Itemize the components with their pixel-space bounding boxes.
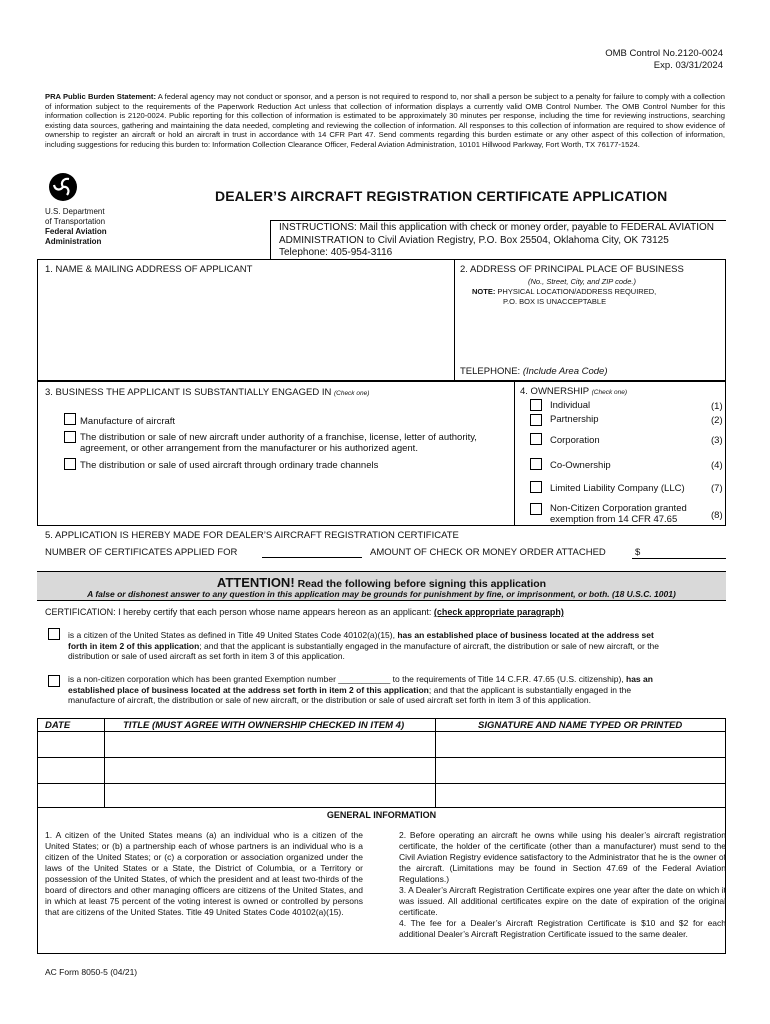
signature-cell-2[interactable] (436, 758, 725, 783)
general-info-heading: GENERAL INFORMATION (326, 810, 437, 820)
ownership-individual-code: (1) (711, 401, 723, 412)
pra-label: PRA Public Burden Statement: (45, 92, 156, 101)
attention-word: ATTENTION! (216, 575, 295, 590)
checkbox-non-citizen-corporation[interactable] (530, 503, 542, 515)
num-certs-field[interactable] (262, 557, 362, 558)
general-info-left: 1. A citizen of the United States means (a) an individual who is a citizen of the United States; or (b) a partnership each of whose partners is an individual who is a citizen of the United States; or (c) a corporation or association organized under the laws of the United States or a State, the District of Columbia, or a Territory or possession of the United States, of which the president and at least two-thirds of the board of directors and other managing officers are citizens of the United States, and in which at least 75 percent of the voting interest is owned or controlled by persons that are citizens of the United States. Title 49 United States Code 40102(a)(15). (45, 830, 363, 917)
checkbox-citizen-cert[interactable] (48, 628, 60, 640)
cert1-d: ; and that the applicant is substantially engaged in the manufacture of aircraft, the distribution or sale of new aircraft, or the (199, 640, 660, 651)
section2-note (472, 287, 656, 296)
general-info-item2: 2. Before operating an aircraft he owns while using his dealer’s aircraft registration certificate, the holder of the certificate (other than a manufacturer) must send to the Civil Aviation Registry evidence satisfactory to the Administrator that he is the owner of the aircraft. (Limitations may be found in Section 47.69 of the Federal Aviation Regulations.) (399, 830, 726, 884)
certification-label-row (45, 607, 564, 617)
ownership-non-citizen-code: (8) (711, 510, 723, 521)
section3-check-hint: (Check one) (333, 390, 370, 397)
omb-expiration: Exp. 03/31/2024 (653, 60, 723, 71)
cert-paragraph-1 (68, 630, 726, 662)
signature-cell-1[interactable] (436, 732, 725, 757)
ownership-co-ownership-code: (4) (711, 460, 723, 471)
cert-paragraph-2 (68, 674, 726, 706)
section4-label-row (520, 386, 627, 397)
note-label: NOTE: (472, 287, 496, 296)
omb-control-block (605, 48, 723, 72)
instructions-box (270, 220, 726, 259)
telephone-hint: (Include Area Code) (522, 366, 608, 377)
certification-label: CERTIFICATION: I hereby certify that each person whose name appears hereon as an applicant: (45, 607, 432, 617)
attention-rest: Read the following before signing this application (294, 578, 547, 590)
cert2-d: ; and that the applicant is substantially engaged in the (428, 684, 632, 695)
cert1-a: is a citizen of the United States as defined in Title 49 United States Code 40102(a)(15), (68, 630, 395, 640)
dept-line1: U.S. Department (45, 207, 105, 216)
ownership-corporation-code: (3) (711, 435, 723, 446)
checkbox-used-aircraft[interactable] (64, 458, 76, 470)
instructions-line2: ADMINISTRATION to Civil Aviation Registry, P.O. Box 25504, Oklahoma City, OK 73125 (279, 234, 669, 246)
checkbox-non-citizen-cert[interactable] (48, 675, 60, 687)
dot-logo-icon (48, 172, 78, 202)
section1-label: 1. NAME & MAILING ADDRESS OF APPLICANT (45, 264, 253, 275)
cert2-c: established place of business located at the address set forth in item 2 of this application (68, 684, 429, 695)
form-footer: AC Form 8050-5 (04/21) (45, 967, 138, 977)
instructions-line1: INSTRUCTIONS: Mail this application with check or money order, payable to FEDERAL AVIATION (279, 222, 714, 233)
date-cell-2[interactable] (38, 758, 104, 783)
title-cell-3[interactable] (105, 784, 435, 807)
opt-new-aircraft-line2: agreement, or other arrangement from the manufacturer or his authorized agent. (80, 443, 418, 454)
general-info-item4: 4. The fee for a Dealer’s Aircraft Registration Certificate is $10 and $2 for each additional Dealer’s Aircraft Registration Certificate issued to the same dealer. (399, 918, 726, 939)
date-cell-3[interactable] (38, 784, 104, 807)
form-title: DEALER’S AIRCRAFT REGISTRATION CERTIFICATE APPLICATION (215, 188, 668, 204)
section3-label-row (45, 387, 369, 398)
checkbox-partnership[interactable] (530, 414, 542, 426)
table-header-title: TITLE (MUST AGREE WITH OWNERSHIP CHECKED IN ITEM 4) (123, 720, 405, 731)
checkbox-co-ownership[interactable] (530, 458, 542, 470)
divider (514, 381, 515, 526)
section2-sub: (No., Street, City, and ZIP code.) (528, 277, 636, 286)
department-block (45, 207, 107, 247)
ownership-corporation-label: Corporation (550, 435, 600, 446)
omb-control-number: OMB Control No.2120-0024 (605, 48, 723, 59)
checkbox-manufacture[interactable] (64, 413, 76, 425)
divider (454, 259, 455, 381)
ownership-non-citizen-label: Non-Citizen Corporation granted (550, 503, 687, 514)
telephone-label: TELEPHONE: (460, 366, 521, 377)
section5-label: 5. APPLICATION IS HEREBY MADE FOR DEALER’S AIRCRAFT REGISTRATION CERTIFICATE (45, 530, 459, 541)
opt-manufacture-label: Manufacture of aircraft (80, 416, 176, 427)
applicant-name-address-field[interactable] (40, 278, 452, 378)
business-address-field[interactable] (457, 308, 723, 364)
title-cell-1[interactable] (105, 732, 435, 757)
ownership-individual-label: Individual (550, 400, 591, 411)
general-info-item3: 3. A Dealer’s Aircraft Registration Certificate expires one year after the date on which it was issued. All additional certificates expire on the date of expiration of the original certificate. (399, 885, 726, 917)
checkbox-llc[interactable] (530, 481, 542, 493)
ownership-partnership-code: (2) (711, 415, 723, 426)
certification-check-para: (check appropriate paragraph) (433, 607, 564, 617)
note-line1: PHYSICAL LOCATION/ADDRESS REQUIRED, (495, 287, 657, 296)
attention-banner (37, 571, 726, 601)
attention-heading (37, 575, 726, 590)
num-certs-label: NUMBER OF CERTIFICATES APPLIED FOR (45, 547, 238, 558)
cert2-e: manufacture of aircraft, the distribution or sale of new aircraft, or the distribution or sale of used aircraft set forth in item 3 of this application. (68, 695, 592, 705)
ownership-llc-code: (7) (711, 483, 723, 494)
opt-used-aircraft-label: The distribution or sale of used aircraft through ordinary trade channels (80, 460, 379, 471)
instructions-line3: Telephone: 405-954-3116 (279, 247, 393, 258)
telephone-row (460, 366, 608, 377)
cert2-a: is a non-citizen corporation which has been granted Exemption number ___________ to the requirements of Title 14 C.F.R. 47.65 (U.S. citizenship), (68, 674, 624, 684)
section4-check-hint: (Check one) (591, 389, 628, 396)
section4-label: 4. OWNERSHIP (520, 386, 589, 397)
cert1-e: distribution or sale of used aircraft as set forth in item 3 of this application. (68, 651, 345, 661)
ownership-co-ownership-label: Co-Ownership (550, 460, 611, 471)
dept-line4: Administration (45, 237, 102, 246)
section3-label: 3. BUSINESS THE APPLICANT IS SUBSTANTIALLY ENGAGED IN (45, 387, 332, 398)
attention-sub: A false or dishonest answer to any question in this application may be grounds for punishment by fine, or imprisonment, or both. (18 U.S.C. 1001) (87, 589, 676, 599)
checkbox-individual[interactable] (530, 399, 542, 411)
signature-cell-3[interactable] (436, 784, 725, 807)
ownership-llc-label: Limited Liability Company (LLC) (550, 483, 685, 494)
dept-line2: of Transportation (45, 217, 106, 226)
ownership-non-citizen-label2: exemption from 14 CFR 47.65 (550, 514, 678, 525)
dept-line3: Federal Aviation (45, 227, 107, 236)
pra-statement (45, 92, 725, 150)
table-header-date: DATE (45, 720, 71, 731)
table-header-signature: SIGNATURE AND NAME TYPED OR PRINTED (478, 720, 683, 731)
title-cell-2[interactable] (105, 758, 435, 783)
section2-label: 2. ADDRESS OF PRINCIPAL PLACE OF BUSINESS (460, 264, 684, 275)
checkbox-new-aircraft[interactable] (64, 431, 76, 443)
general-info-right (399, 830, 726, 940)
note-line2: P.O. BOX IS UNACCEPTABLE (503, 297, 607, 306)
checkbox-corporation[interactable] (530, 433, 542, 445)
cert1-c: forth in item 2 of this application (68, 640, 200, 651)
amount-field[interactable] (632, 558, 726, 559)
pra-text: A federal agency may not conduct or sponsor, and a person is not required to respond to, nor shall a person be subject to a penalty for failure to comply with a collection of information subject to the requirements of the Paperwork Reduction Act unless that collection of information displays a currently valid OMB Control Number. The OMB Control Number for this information collection is 2120-0024. Public reporting for this collection of information is estimated to be approximately 30 minutes per response, including the time for reviewing instructions, searching existing data sources, gathering and maintaining the data needed, completing and reviewing the collection of information. All responses to this collection of information are required to show evidence of ownership to register an aircraft or hold an aircraft in trust in accordance with 14 CFR Part 47. Send comments regarding this burden estimate or any other aspect of this collection of information, including suggestions for reducing this burden to: Information Collection Clearance Officer, Federal Aviation Administration, 10101 Hillwood Parkway, Fort Worth, TX 76177-1524. (45, 92, 725, 149)
amount-label: AMOUNT OF CHECK OR MONEY ORDER ATTACHED (370, 547, 606, 558)
ownership-partnership-label: Partnership (550, 414, 599, 425)
date-cell-1[interactable] (38, 732, 104, 757)
opt-new-aircraft-line1: The distribution or sale of new aircraft under authority of a franchise, license, letter of authority, (80, 432, 477, 443)
cert2-b: has an (623, 674, 653, 684)
dollar-sign: $ (635, 547, 641, 558)
cert1-b: has an established place of business located at the address set (394, 630, 654, 640)
